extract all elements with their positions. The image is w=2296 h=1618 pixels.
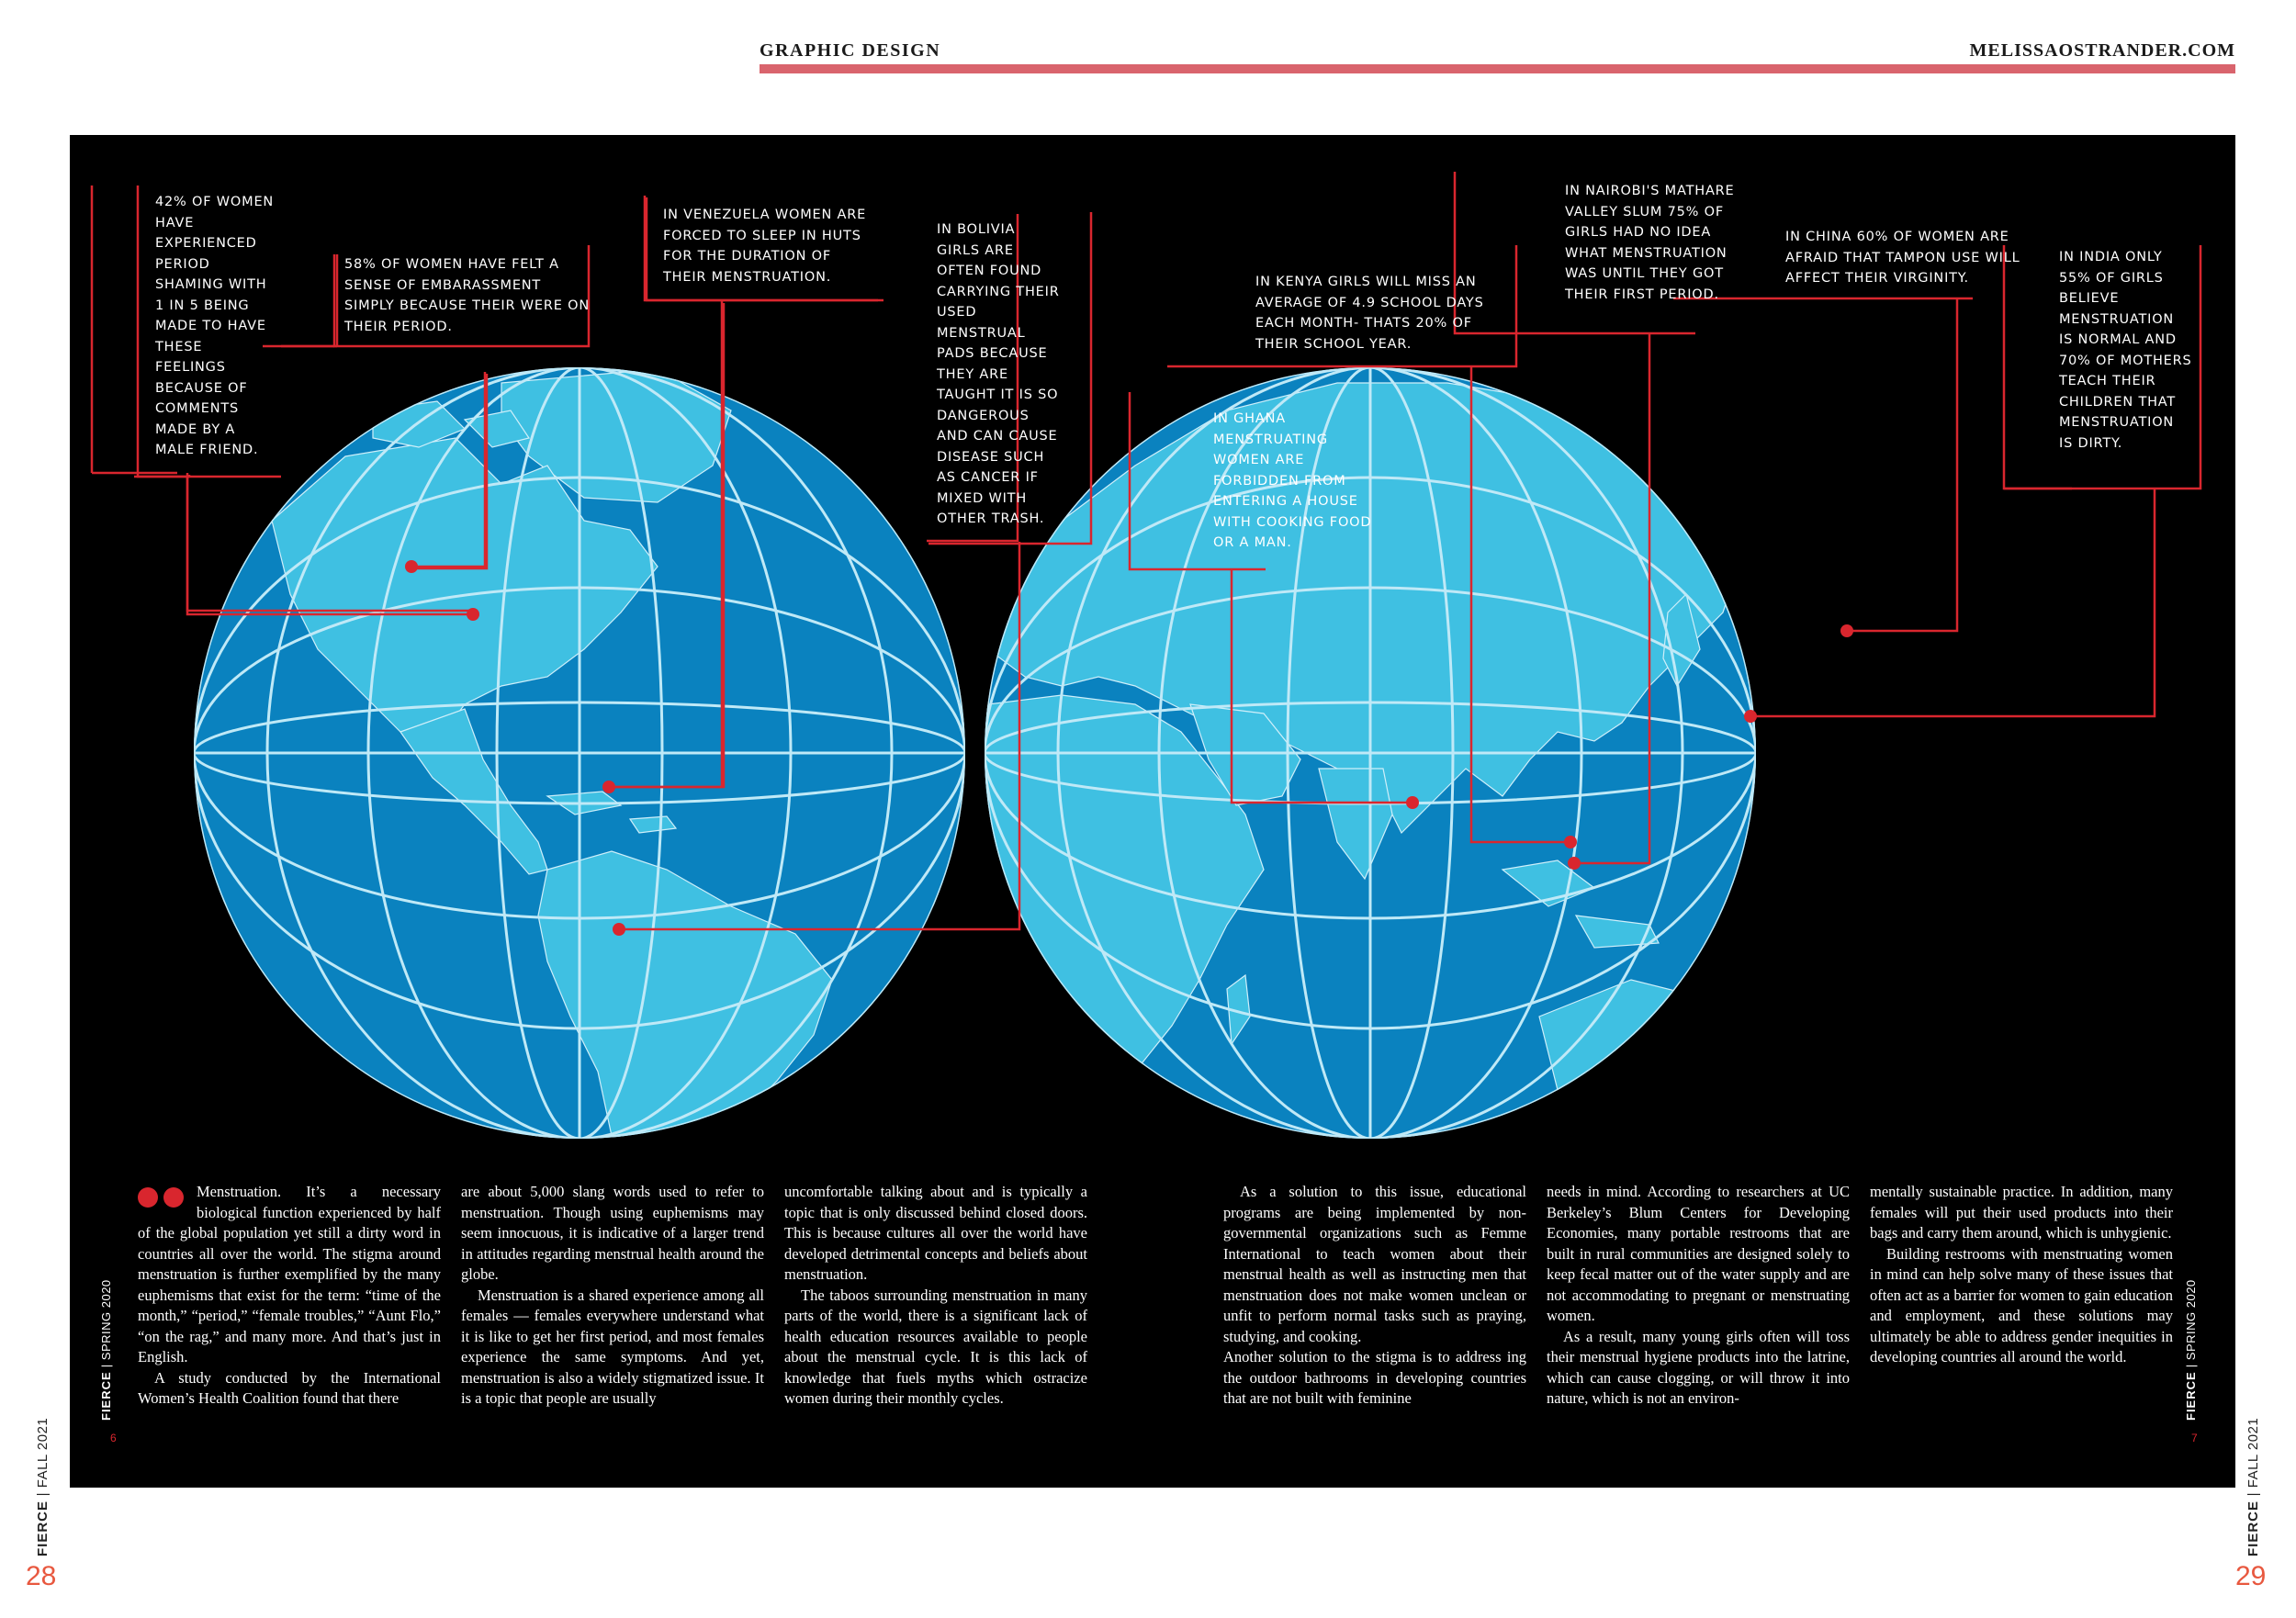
article-column-4 xyxy=(1223,1182,1526,1410)
paragraph: The taboos surrounding menstruation in many parts of the world, there is a significant lack of health education resources available to people about the menstrual cycle. It is this lack of knowledge that fuels myths which ostracize women during their monthly cycles. xyxy=(784,1286,1087,1407)
paragraph: uncomfortable talking about and is typically a topic that is only discussed behind closed doors. This is because cultures all over the world have developed detrimental concepts and beliefs about menstruation. xyxy=(784,1183,1087,1283)
callout-period-shaming: 42% OF WOMEN HAVE EXPERIENCED PERIOD SHAMING WITH 1 IN 5 BEING MADE TO HAVE THESE FEELINGS BECAUSE OF COMMENTS MADE BY A MALE FRIEND. xyxy=(155,195,275,457)
section-label: GRAPHIC DESIGN xyxy=(760,40,941,61)
inner-page-number-left: 6 xyxy=(110,1432,117,1444)
paragraph: are about 5,000 slang words used to refer to menstruation. Though using euphemisms may seem innocuous, it is indicative of a larger trend in attitudes regarding menstrual health around the globe. xyxy=(461,1183,764,1283)
paragraph: Menstruation. It’s a necessary biological function experienced by half of the global population yet still a dirty word in countries all over the world. The stigma around menstruation is further exemplified by the many euphemisms that exist for the term: “time of the month,” “period,” “female troubles,” “Aunt Flo,” “on the rag,” and many more. And that’s just in English. xyxy=(138,1183,441,1365)
page-number-right: 29 xyxy=(2235,1561,2267,1591)
article-column-6 xyxy=(1870,1182,2173,1368)
callout-china: IN CHINA 60% OF WOMEN ARE AFRAID THAT TAMPON USE WILL AFFECT THEIR VIRGINITY. xyxy=(1785,230,2020,286)
paragraph: Building restrooms with menstruating women in mind can help solve many of these issues that often act as a barrier for women to gain education and employment, and these solutions may ultimately be able to address gender inequities in developing countries all around the world. xyxy=(1870,1244,2173,1365)
article-column-2 xyxy=(461,1182,764,1410)
globe-americas xyxy=(194,367,965,1237)
callout-venezuela: IN VENEZUELA WOMEN ARE FORCED TO SLEEP IN HUTS FOR THE DURATION OF THEIR MENSTRUATION. xyxy=(663,208,867,285)
inner-folio-left: FIERCE | SPRING 2020 xyxy=(99,1279,113,1421)
drop-dots xyxy=(138,1187,189,1214)
site-url[interactable]: MELISSAOSTRANDER.COM xyxy=(1969,40,2235,61)
paragraph: As a solution to this issue, educational programs are being implemented by non-governmental organizations such as Femme International to teach women about their menstrual health as well as instructing men that menstruation does not make women unclean or unfit to perform normal tasks such as praying, studying, and cooking. xyxy=(1223,1183,1526,1345)
article-column-3 xyxy=(784,1182,1087,1410)
callout-india: IN INDIA ONLY 55% OF GIRLS BELIEVE MENSTRUATION IS NORMAL AND 70% OF MOTHERS TEACH THEIR CHILDREN THAT MENSTRUATION IS DIRTY. xyxy=(2059,250,2192,451)
page-number-left: 28 xyxy=(26,1561,57,1591)
inner-page-number-right: 7 xyxy=(2191,1432,2198,1444)
callout-bolivia: IN BOLIVIA GIRLS ARE OFTEN FOUND CARRYING THEIR USED MENSTRUAL PADS BECAUSE THEY ARE TAUGHT IT IS SO DANGEROUS AND CAN CAUSE DISEASE SUCH AS CANCER IF MIXED WITH OTHER TRASH. xyxy=(937,222,1060,526)
callout-nairobi: IN NAIROBI'S MATHARE VALLEY SLUM 75% OF GIRLS HAD NO IDEA WHAT MENSTRUATION WAS UNTIL THEY GOT THEIR FIRST PERIOD. xyxy=(1565,184,1735,302)
outer-folio-right: FIERCE | FALL 2021 xyxy=(2245,1417,2261,1556)
paragraph: Menstruation is a shared experience among all females — females everywhere understand what it is like to get her first period, and most females experience the same symptoms. And yet, menstruation is also a widely stigmatized issue. It is a topic that people are usually xyxy=(461,1286,764,1407)
article-column-1 xyxy=(138,1182,441,1410)
paragraph: As a result, many young girls often will toss their menstrual hygiene products into the latrine, which can cause clogging, or will throw it into nature, which is not an environ- xyxy=(1547,1327,1850,1407)
callout-embarrassment: 58% OF WOMEN HAVE FELT A SENSE OF EMBARASSMENT SIMPLY BECAUSE THEIR WERE ON THEIR PERIOD. xyxy=(344,257,590,334)
paragraph: needs in mind. According to researchers at UC Berkeley’s Blum Centers for Developing Economies, many portable restrooms that are built in rural communities are designed solely to keep fecal matter out of the water supply and are not accommodating to pregnant or menstruating women. xyxy=(1547,1183,1850,1324)
callout-kenya: IN KENYA GIRLS WILL MISS AN AVERAGE OF 4.9 SCHOOL DAYS EACH MONTH- THATS 20% OF THEIR SCHOOL YEAR. xyxy=(1255,275,1484,352)
outer-folio-left: FIERCE | FALL 2021 xyxy=(35,1417,51,1556)
paragraph: A study conducted by the International Women’s Health Coalition found that there xyxy=(138,1368,441,1407)
callout-ghana: IN GHANA MENSTRUATING WOMEN ARE FORBIDDEN FROM ENTERING A HOUSE WITH COOKING FOOD OR A MAN. xyxy=(1213,411,1372,550)
paragraph: Another solution to the stigma is to address ing the outdoor bathrooms in developing countries that are not built with feminine xyxy=(1223,1348,1526,1407)
paragraph: mentally sustainable practice. In addition, many females will put their used products into their bags and carry them around, which is unhygienic. xyxy=(1870,1183,2173,1242)
article-column-5 xyxy=(1547,1182,1850,1410)
inner-folio-right: FIERCE | SPRING 2020 xyxy=(2184,1279,2198,1421)
magazine-spread xyxy=(70,135,2235,1488)
header-rule xyxy=(760,64,2235,73)
